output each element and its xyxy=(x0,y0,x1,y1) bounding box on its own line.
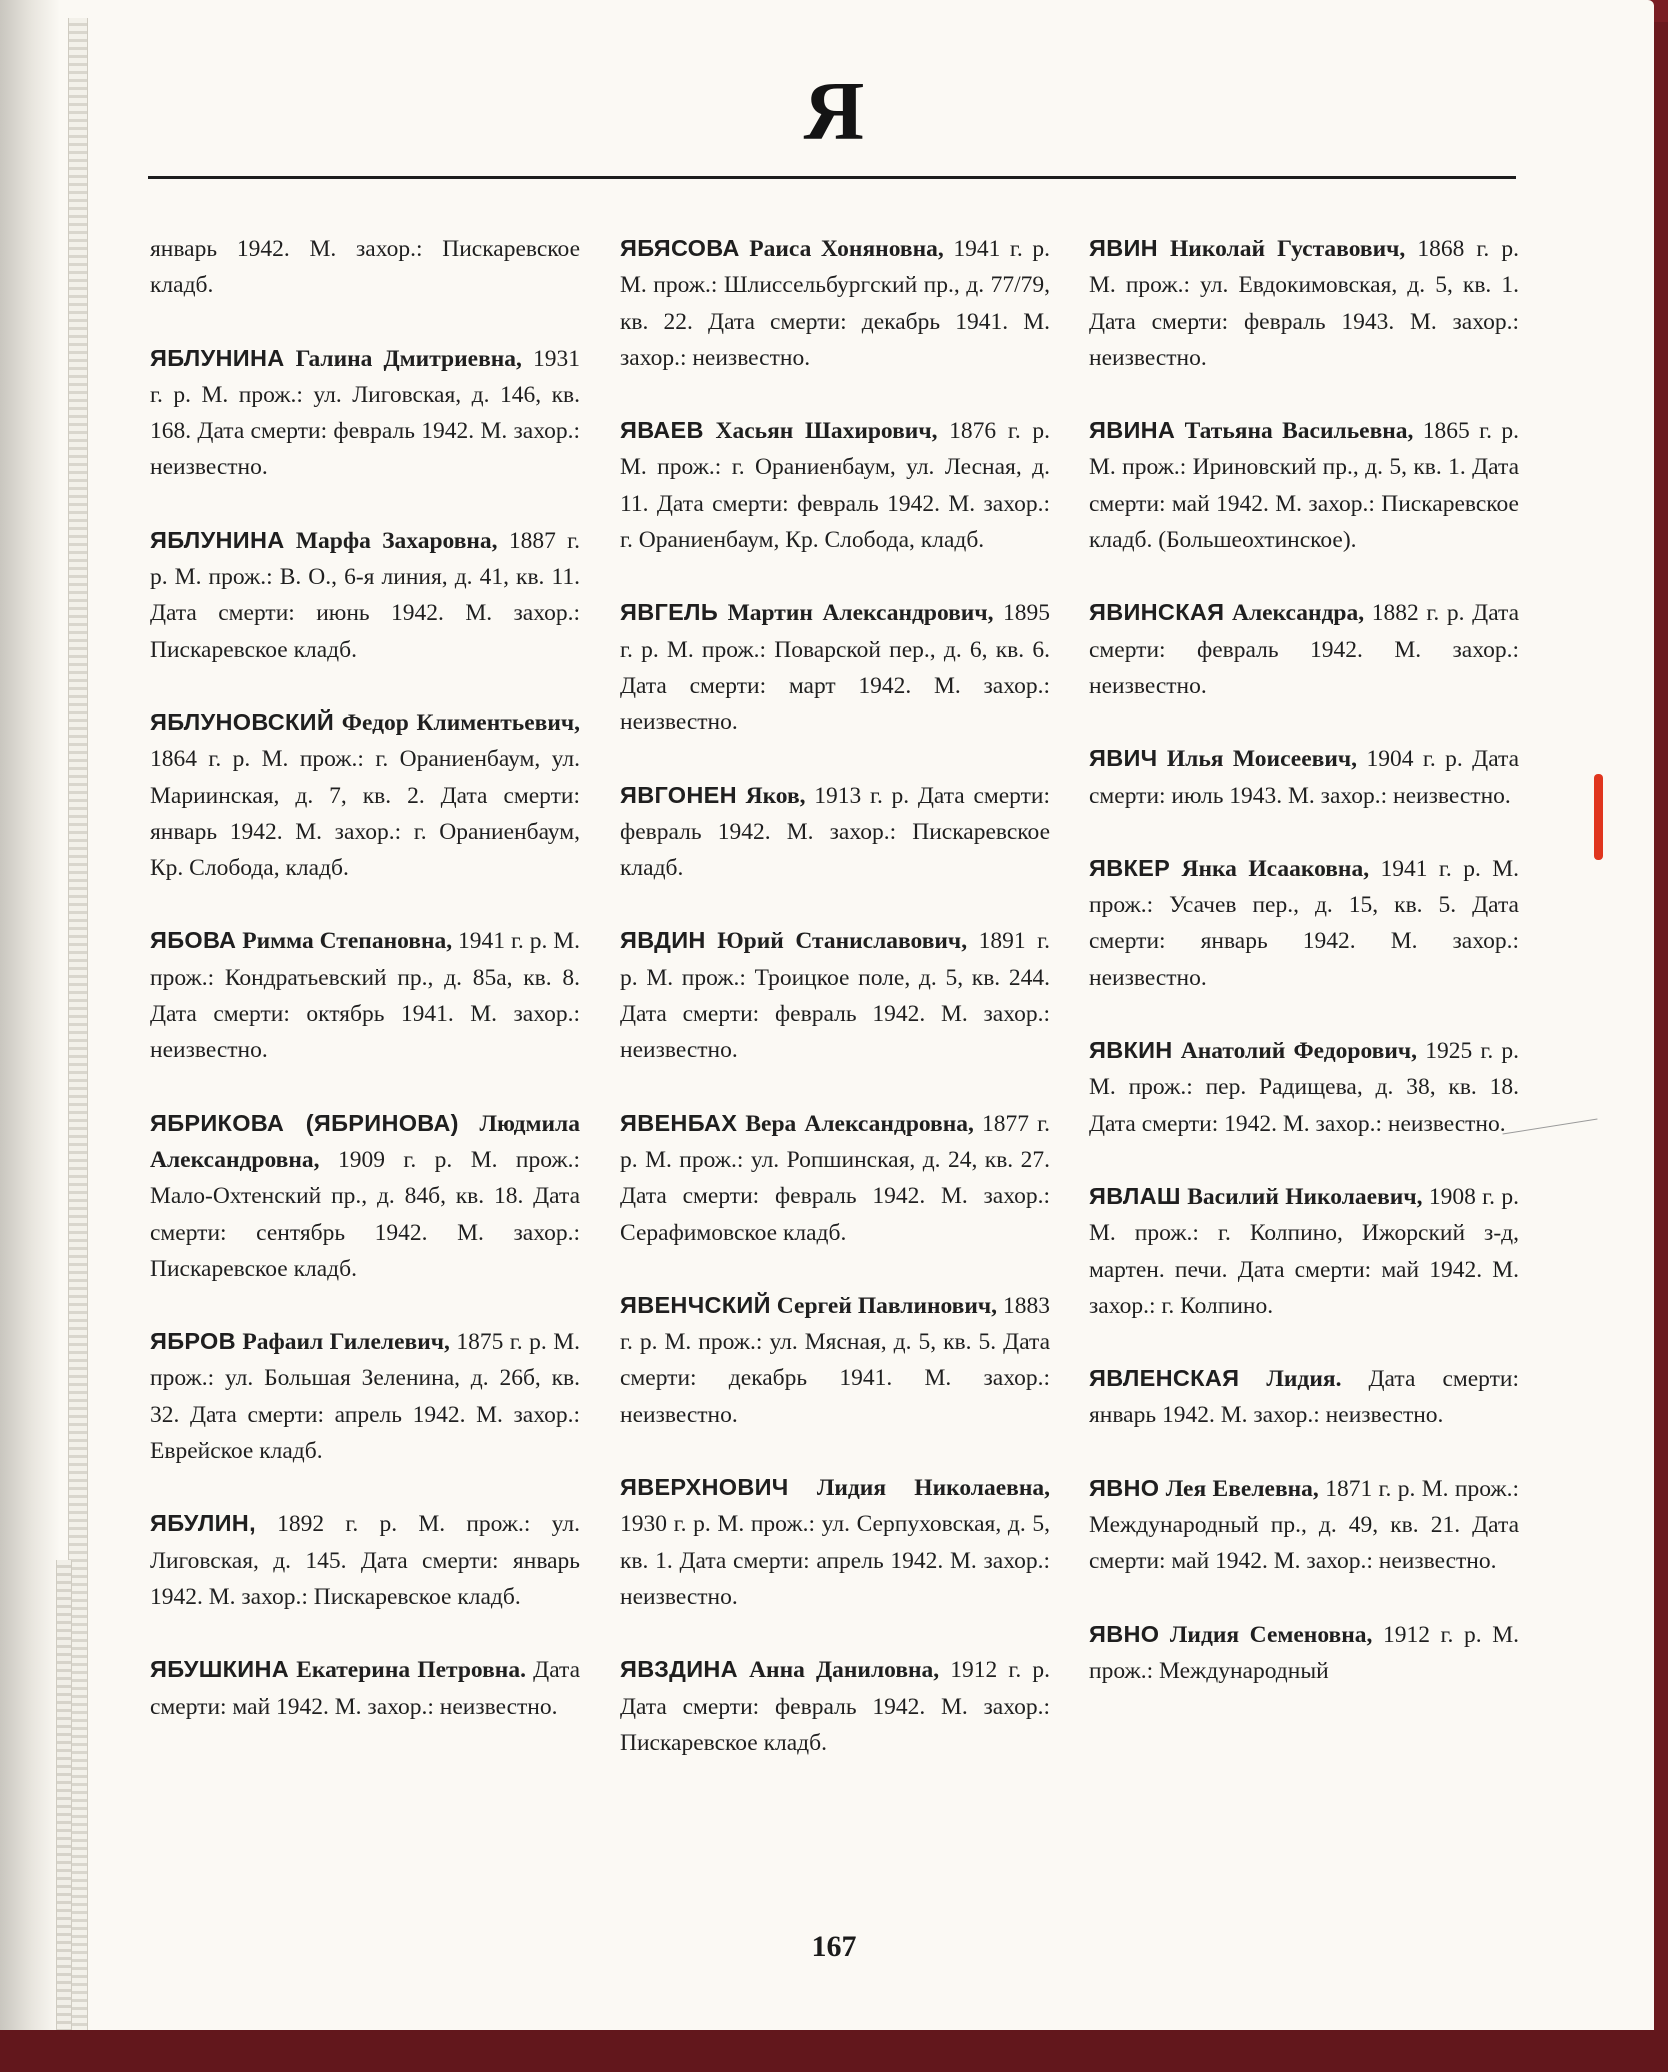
gutter-shadow xyxy=(0,0,60,2030)
column-1 xyxy=(150,230,580,1761)
column-3 xyxy=(1089,230,1519,1725)
register-entry xyxy=(620,1105,1050,1251)
entry-details: 1912 г. р. Дата смерти: февраль 1942. М. захор.: Пискаревское кладб. xyxy=(620,1657,1050,1756)
entry-surname: ЯБЛУНИНА xyxy=(150,526,285,553)
entry-given-name: Николай Густавович, xyxy=(1170,236,1406,262)
entry-surname: ЯБЯСОВА xyxy=(620,235,740,261)
entry-given-name: Лея Евелевна, xyxy=(1165,1475,1319,1502)
entry-details: 1877 г. р. М. прож.: ул. Ропшинская, д. 24, кв. 27. Дата смерти: февраль 1942. М. захор.: Серафимовское кладб. xyxy=(620,1110,1050,1246)
entry-surname: ЯВИНА xyxy=(1089,417,1176,444)
entry-details: 1882 г. р. Дата смерти: февраль 1942. М. захор.: неизвестно. xyxy=(1089,600,1520,699)
entry-surname: ЯВНО xyxy=(1089,1620,1160,1647)
entry-surname: ЯБУШКИНА xyxy=(150,1656,290,1683)
entry-surname: ЯВКИН xyxy=(1089,1037,1173,1064)
entry-details: 1895 г. р. М. прож.: Поварской пер., д. 6, кв. 6. Дата смерти: март 1942. М. захор.: неизвестно. xyxy=(620,600,1051,736)
register-entry xyxy=(150,522,580,668)
book-cover-bottom-edge xyxy=(0,2030,1668,2072)
entry-details: 1941 г. р. М. прож.: Шлиссельбургский пр., д. 77/79, кв. 22. Дата смерти: декабрь 1941. М. захор.: неизвестно. xyxy=(620,236,1050,371)
entry-given-name: Мартин Александрович, xyxy=(727,600,994,627)
entry-given-name: Юрий Станиславович, xyxy=(717,928,968,955)
register-entry xyxy=(620,1287,1050,1433)
register-entry xyxy=(150,1651,580,1725)
register-entry xyxy=(620,777,1050,887)
header-rule xyxy=(148,176,1516,179)
entry-given-name: Анатолий Федорович, xyxy=(1180,1038,1418,1065)
entry-surname: ЯБОВА xyxy=(150,927,237,954)
entry-surname: ЯВГЕЛЬ xyxy=(620,599,719,626)
register-entry xyxy=(620,1469,1050,1615)
entry-given-name: Лидия Семеновна, xyxy=(1169,1621,1373,1648)
entry-surname: ЯВЕНЧСКИЙ xyxy=(620,1291,771,1318)
entry-given-name: Хасьян Шахирович, xyxy=(715,418,938,445)
entry-details: 1865 г. р. М. прож.: Ириновский пр., д. 5, кв. 1. Дата смерти: май 1942. М. захор.: Пискаревское кладб. (Большеохтинское). xyxy=(1089,418,1519,554)
entry-surname: ЯВДИН xyxy=(620,927,706,954)
entry-surname: ЯВИНСКАЯ xyxy=(1089,599,1225,626)
register-entry xyxy=(620,412,1050,558)
entry-given-name: Лидия Николаевна, xyxy=(816,1475,1050,1502)
entry-given-name: Марфа Захаровна, xyxy=(295,527,498,554)
register-entry xyxy=(1089,412,1519,558)
column-2 xyxy=(620,230,1050,1797)
entry-surname: ЯВАЕВ xyxy=(620,417,704,444)
register-entry xyxy=(150,922,580,1068)
entry-surname: ЯВЗДИНА xyxy=(620,1656,738,1683)
entry-details: 1904 г. р. Дата смерти: июль 1943. М. захор.: неизвестно. xyxy=(1089,746,1520,809)
entry-surname: ЯБУЛИН, xyxy=(150,1510,256,1537)
register-entry xyxy=(150,1323,580,1469)
register-entry xyxy=(620,230,1050,376)
bookmark-ribbon-lower xyxy=(56,1560,72,2072)
entry-details: Дата смерти: май 1942. М. захор.: неизвестно. xyxy=(150,1657,581,1720)
entry-surname: ЯВКЕР xyxy=(1089,854,1171,881)
entry-details: 1930 г. р. М. прож.: ул. Серпуховская, д. 5, кв. 1. Дата смерти: апрель 1942. М. захор.: неизвестно. xyxy=(620,1511,1050,1610)
register-entry xyxy=(1089,1470,1519,1580)
entry-given-name: Илья Моисеевич, xyxy=(1166,746,1358,773)
entry-given-name: Лидия. xyxy=(1266,1366,1342,1393)
register-entry xyxy=(1089,850,1519,996)
entry-given-name: Вера Александровна, xyxy=(745,1110,974,1137)
register-entry xyxy=(1089,740,1519,814)
entry-details: 1871 г. р. М. прож.: Международный пр., д. 49, кв. 21. Дата смерти: май 1942. М. захор.: неизвестно. xyxy=(1089,1475,1520,1575)
red-tab-marker xyxy=(1594,774,1603,860)
entry-details: 1925 г. р. М. прож.: пер. Радищева, д. 38, кв. 18. Дата смерти: 1942. М. захор.: неизвестно. xyxy=(1089,1038,1519,1137)
entry-details: 1876 г. р. М. прож.: г. Ораниенбаум, ул. Лесная, д. 11. Дата смерти: февраль 1942. М. захор.: г. Ораниенбаум, Кр. Слобода, кладб. xyxy=(620,418,1051,554)
register-entry xyxy=(620,1651,1050,1761)
register-entry xyxy=(1089,1360,1519,1434)
entry-given-name: Екатерина Петровна. xyxy=(296,1657,526,1684)
entry-details: 1941 г. р. М. прож.: Усачев пер., д. 15, кв. 5. Дата смерти: январь 1942. М. захор.: неизвестно. xyxy=(1089,855,1520,991)
entry-details: январь 1942. М. захор.: Пискаревское кладб. xyxy=(150,236,580,299)
entry-given-name: Сергей Павлинович, xyxy=(776,1292,998,1319)
entry-given-name: Раиса Хоняновна, xyxy=(749,236,944,262)
entry-given-name: Римма Степановна, xyxy=(242,928,453,955)
register-entry xyxy=(150,704,580,886)
entry-surname: ЯВИЧ xyxy=(1089,745,1158,772)
page-number: 167 xyxy=(811,1930,857,1963)
entry-given-name: Александра, xyxy=(1231,600,1365,627)
entry-surname: ЯБРОВ xyxy=(150,1328,236,1355)
entry-details: 1883 г. р. М. прож.: ул. Мясная, д. 5, кв. 5. Дата смерти: декабрь 1941. М. захор.: неизвестно. xyxy=(620,1292,1051,1428)
entry-details: 1909 г. р. М. прож.: Мало-Охтенский пр., д. 84б, кв. 18. Дата смерти: сентябрь 1942. М. захор.: Пискаревское кладб. xyxy=(150,1146,581,1282)
entry-surname: ЯБРИКОВА (ЯБРИНОВА) xyxy=(150,1109,459,1136)
entry-details: 1887 г. р. М. прож.: В. О., 6-я линия, д. 41, кв. 11. Дата смерти: июнь 1942. М. захор.: Пискаревское кладб. xyxy=(150,527,580,663)
register-entry xyxy=(1089,1616,1519,1690)
entry-details: 1891 г. р. М. прож.: Троицкое поле, д. 5, кв. 244. Дата смерти: февраль 1942. М. захор.: неизвестно. xyxy=(620,928,1050,1064)
register-entry xyxy=(150,1505,580,1615)
entry-details: 1875 г. р. М. прож.: ул. Большая Зеленина, д. 26б, кв. 32. Дата смерти: апрель 1942. М. захор.: Еврейское кладб. xyxy=(150,1329,581,1465)
entry-given-name: Галина Дмитриевна, xyxy=(295,345,522,372)
entry-details: 1913 г. р. Дата смерти: февраль 1942. М. захор.: Пискаревское кладб. xyxy=(620,782,1050,882)
entry-surname: ЯВЛАШ xyxy=(1089,1182,1181,1209)
entry-details: 1908 г. р. М. прож.: г. Колпино, Ижорский з-д, мартен. печи. Дата смерти: май 1942. М. захор.: г. Колпино. xyxy=(1089,1183,1520,1319)
entry-given-name: Людмила Александровна, xyxy=(150,1110,580,1173)
entry-details: 1941 г. р. М. прож.: Кондратьевский пр., д. 85а, кв. 8. Дата смерти: октябрь 1941. М. захор.: неизвестно. xyxy=(150,928,581,1064)
entry-details: 1892 г. р. М. прож.: ул. Лиговская, д. 145. Дата смерти: январь 1942. М. захор.: Пискаревское кладб. xyxy=(150,1511,580,1610)
entry-surname: ЯВЛЕНСКАЯ xyxy=(1089,1365,1240,1392)
entry-surname: ЯВИН xyxy=(1089,235,1158,261)
entry-surname: ЯБЛУНИНА xyxy=(150,344,285,371)
entry-given-name: Рафаил Гилелевич, xyxy=(242,1329,450,1356)
register-entry xyxy=(150,230,580,304)
entry-surname: ЯВЕНБАХ xyxy=(620,1109,738,1136)
register-entry xyxy=(1089,1032,1519,1142)
register-entry xyxy=(1089,1178,1519,1324)
entry-given-name: Татьяна Васильевна, xyxy=(1184,418,1414,445)
entry-details: 1912 г. р. М. прож.: Международный xyxy=(1089,1621,1519,1684)
entry-details: 1931 г. р. М. прож.: ул. Лиговская, д. 146, кв. 168. Дата смерти: февраль 1942. М. захор.: неизвестно. xyxy=(150,345,580,481)
entry-given-name: Яков, xyxy=(745,782,806,809)
register-entry xyxy=(150,1105,580,1287)
entry-given-name: Василий Николаевич, xyxy=(1187,1183,1423,1210)
entry-details: Дата смерти: январь 1942. М. захор.: неизвестно. xyxy=(1089,1366,1519,1429)
entry-given-name: Янка Исааковна, xyxy=(1181,855,1370,882)
register-entry xyxy=(1089,230,1519,376)
entry-given-name: Анна Даниловна, xyxy=(749,1657,940,1684)
section-letter: Я xyxy=(803,65,865,158)
entry-surname: ЯВНО xyxy=(1089,1474,1160,1501)
entry-given-name: Федор Климентьевич, xyxy=(341,709,581,736)
register-entry xyxy=(620,594,1050,740)
register-entry xyxy=(150,340,580,486)
register-entry xyxy=(620,922,1050,1068)
register-entry xyxy=(1089,594,1519,704)
entry-surname: ЯБЛУНОВСКИЙ xyxy=(150,708,335,735)
entry-surname: ЯВГОНЕН xyxy=(620,781,737,808)
entry-details: 1868 г. р. М. прож.: ул. Евдокимовская, д. 5, кв. 1. Дата смерти: февраль 1943. М. захор.: неизвестно. xyxy=(1089,236,1519,371)
entry-details: 1864 г. р. М. прож.: г. Ораниенбаум, ул. Мариинская, д. 7, кв. 2. Дата смерти: январь 1942. М. захор.: г. Ораниенбаум, Кр. Слобода, кладб. xyxy=(150,746,580,882)
entry-surname: ЯВЕРХНОВИЧ xyxy=(620,1474,789,1501)
